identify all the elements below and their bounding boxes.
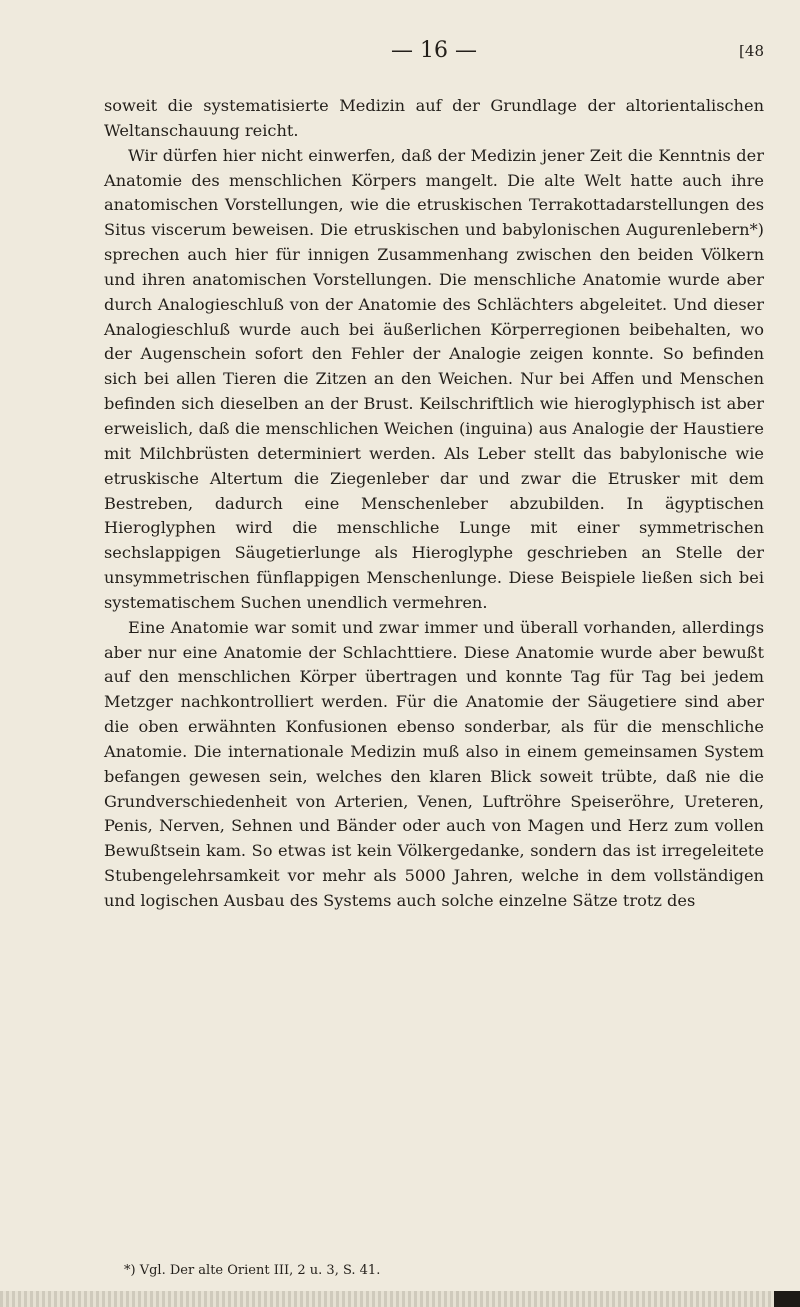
footnote: *) Vgl. Der alte Orient III, 2 u. 3, S. 41. [124, 1263, 381, 1278]
paragraph-anatomy-knowledge: Wir dürfen hier nicht einwerfen, daß der Medizin jener Zeit die Kenntnis der Anatomie des menschlichen Körpers mangelt. Die alte Welt hatte auch ihre anatomischen Vorstellungen, wie die etruskischen Terrakottadarstellungen des Situs viscerum beweisen. Die etruskischen und babylonischen Augurenlebern*) sprechen auch hier für innigen Zusammenhang zwischen den beiden Völkern und ihren anatomischen Vorstellungen. Die menschliche Anatomie wurde aber durch Analogieschluß von der Anatomie des Schlächters abgeleitet. Und dieser Analogieschluß wurde auch bei äußerlichen Körperregionen beibehalten, wo der Augenschein sofort den Fehler der Analogie zeigen konnte. So befinden sich bei allen Tieren die Zitzen an den Weichen. Nur bei Affen und Menschen befinden sich dieselben an der Brust. Keilschriftlich wie hieroglyphisch ist aber erweislich, daß die menschlichen Weichen (inguina) aus Analogie der Haustiere mit Milchbrüsten determiniert werden. Als Leber stellt das babylonische wie etruskische Altertum die Ziegenleber dar und zwar die Etrusker mit dem Bestreben, dadurch eine Menschenleber abzubilden. In ägyptischen Hieroglyphen wird die menschliche Lunge mit einer symmetrischen sechslappigen Säugetierlunge als Hieroglyphe geschrieben an Stelle der unsymmetrischen fünflappigen Menschenlunge. Diese Beispiele ließen sich bei systematischem Suchen unendlich vermehren. [104, 145, 764, 612]
paragraph-anatomy-slaughter-animals: Eine Anatomie war somit und zwar immer und überall vorhanden, allerdings aber nur eine Anatomie der Schlachttiere. Diese Anatomie wurde aber bewußt auf den menschlichen Körper übertragen und konnte Tag für Tag bei jedem Metzger nachkontrolliert werden. Für die Anatomie der Säugetiere sind aber die oben erwähnten Konfusionen ebenso sonderbar, als für die menschliche Anatomie. Die internationale Medizin muß also in einem gemeinsamen System befangen gewesen sein, welches den klaren Blick soweit trübte, daß nie die Grundverschiedenheit von Arterien, Venen, Luftröhre Speiseröhre, Ureteren, Penis, Nerven, Sehnen und Bänder oder auch von Magen und Herz zum vollen Bewußtsein kam. So etwas ist kein Völkergedanke, sondern das ist irregeleitete Stubengelehrsamkeit vor mehr als 5000 Jahren, welche in dem vollständigen und logischen Ausbau des Systems auch solche einzelne Sätze trotz des [104, 617, 764, 910]
page-number: — 16 — [391, 38, 477, 63]
scan-edge-strip [0, 1291, 800, 1307]
page-header [104, 38, 764, 68]
signature-mark: [48 [739, 42, 764, 60]
paragraph-continuation: soweit die systematisierte Medizin auf der Grundlage der altorientalischen Weltanschauung reicht. [104, 96, 764, 140]
scan-corner-mark [774, 1291, 800, 1307]
body-text [104, 94, 764, 914]
